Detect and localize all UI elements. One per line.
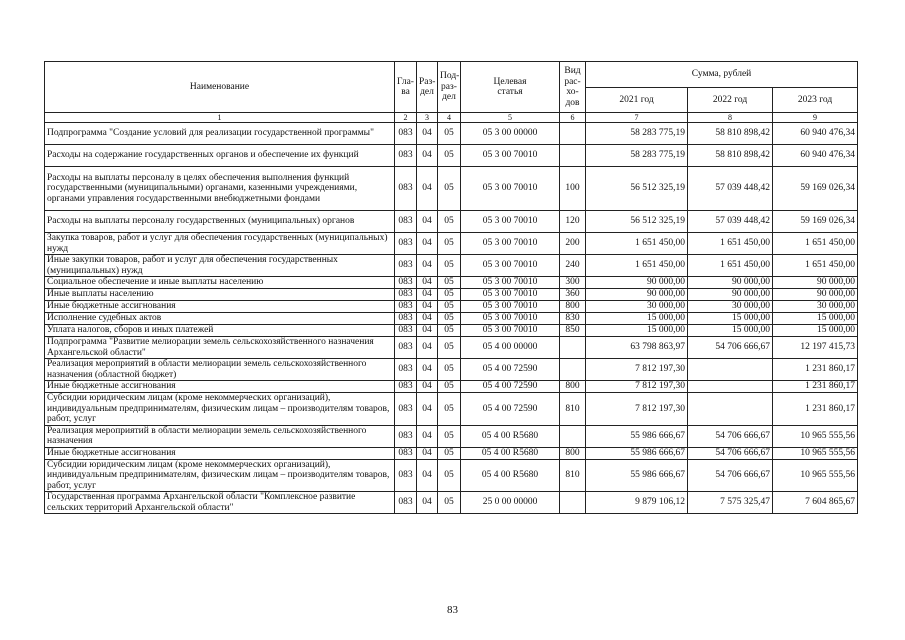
cell-razdel: 04 bbox=[417, 313, 438, 325]
table-row bbox=[45, 393, 858, 426]
cell-sum-2021: 15 000,00 bbox=[586, 313, 688, 325]
cell-razdel: 04 bbox=[417, 145, 438, 167]
cell-sum-2022 bbox=[688, 359, 773, 381]
cell-sum-2021: 55 986 666,67 bbox=[586, 447, 688, 459]
cell-sum-2023: 1 231 860,17 bbox=[773, 359, 858, 381]
cell-name: Иные бюджетные ассигнования bbox=[45, 301, 395, 313]
cell-glava: 083 bbox=[395, 167, 417, 211]
cell-sum-2022: 1 651 450,00 bbox=[688, 233, 773, 255]
page-number: 83 bbox=[447, 604, 458, 616]
cell-sum-2023: 90 000,00 bbox=[773, 289, 858, 301]
cell-name: Государственная программа Архангельской области "Комплексное развитие сельских территорий Архангельской области" bbox=[45, 492, 395, 514]
cell-glava: 083 bbox=[395, 313, 417, 325]
cell-vid bbox=[560, 145, 586, 167]
cell-target: 05 3 00 70010 bbox=[461, 167, 560, 211]
cell-sum-2022: 90 000,00 bbox=[688, 289, 773, 301]
cell-sum-2021: 63 798 863,97 bbox=[586, 337, 688, 359]
cell-vid: 120 bbox=[560, 211, 586, 233]
cell-name: Иные закупки товаров, работ и услуг для обеспечения государственных (муниципальных) нужд bbox=[45, 255, 395, 277]
cell-sum-2021: 55 986 666,67 bbox=[586, 425, 688, 447]
cell-podrazdel: 05 bbox=[438, 167, 461, 211]
cell-sum-2021: 90 000,00 bbox=[586, 289, 688, 301]
cell-razdel: 04 bbox=[417, 325, 438, 337]
cell-razdel: 04 bbox=[417, 459, 438, 492]
cell-podrazdel: 05 bbox=[438, 325, 461, 337]
cell-sum-2023: 15 000,00 bbox=[773, 325, 858, 337]
cell-sum-2022: 58 810 898,42 bbox=[688, 145, 773, 167]
cell-sum-2022: 54 706 666,67 bbox=[688, 447, 773, 459]
cell-sum-2022: 57 039 448,42 bbox=[688, 211, 773, 233]
column-number: 1 bbox=[45, 113, 395, 123]
cell-glava: 083 bbox=[395, 301, 417, 313]
cell-sum-2021: 1 651 450,00 bbox=[586, 233, 688, 255]
cell-podrazdel: 05 bbox=[438, 492, 461, 514]
cell-name: Реализация мероприятий в области мелиорации земель сельскохозяйственного назначения bbox=[45, 425, 395, 447]
cell-podrazdel: 05 bbox=[438, 459, 461, 492]
cell-vid bbox=[560, 123, 586, 145]
column-number: 9 bbox=[773, 113, 858, 123]
cell-podrazdel: 05 bbox=[438, 211, 461, 233]
cell-target: 05 3 00 70010 bbox=[461, 277, 560, 289]
table-body bbox=[45, 123, 858, 514]
cell-glava: 083 bbox=[395, 393, 417, 426]
table-row bbox=[45, 337, 858, 359]
cell-sum-2023: 30 000,00 bbox=[773, 301, 858, 313]
cell-vid: 810 bbox=[560, 393, 586, 426]
cell-sum-2022: 90 000,00 bbox=[688, 277, 773, 289]
column-number: 7 bbox=[586, 113, 688, 123]
cell-vid: 360 bbox=[560, 289, 586, 301]
header-year-2021: 2021 год bbox=[586, 88, 688, 113]
cell-sum-2022: 15 000,00 bbox=[688, 313, 773, 325]
cell-vid: 240 bbox=[560, 255, 586, 277]
cell-razdel: 04 bbox=[417, 233, 438, 255]
cell-sum-2023: 7 604 865,67 bbox=[773, 492, 858, 514]
cell-vid: 800 bbox=[560, 301, 586, 313]
cell-podrazdel: 05 bbox=[438, 393, 461, 426]
cell-target: 05 4 00 R5680 bbox=[461, 447, 560, 459]
cell-sum-2023: 60 940 476,34 bbox=[773, 145, 858, 167]
cell-sum-2021: 15 000,00 bbox=[586, 325, 688, 337]
cell-vid bbox=[560, 337, 586, 359]
cell-sum-2021: 58 283 775,19 bbox=[586, 123, 688, 145]
column-number: 8 bbox=[688, 113, 773, 123]
cell-target: 05 3 00 70010 bbox=[461, 325, 560, 337]
cell-name: Иные бюджетные ассигнования bbox=[45, 447, 395, 459]
cell-name: Реализация мероприятий в области мелиорации земель сельскохозяйственного назначения (областной бюджет) bbox=[45, 359, 395, 381]
cell-glava: 083 bbox=[395, 233, 417, 255]
cell-glava: 083 bbox=[395, 325, 417, 337]
cell-razdel: 04 bbox=[417, 255, 438, 277]
table-row bbox=[45, 211, 858, 233]
cell-sum-2023: 15 000,00 bbox=[773, 313, 858, 325]
column-number: 3 bbox=[417, 113, 438, 123]
cell-razdel: 04 bbox=[417, 425, 438, 447]
cell-name: Субсидии юридическим лицам (кроме некоммерческих организаций), индивидуальным предпринимателям, физическим лицам – производителям товаров, работ, услуг bbox=[45, 393, 395, 426]
cell-glava: 083 bbox=[395, 381, 417, 393]
cell-vid: 100 bbox=[560, 167, 586, 211]
cell-name: Иные бюджетные ассигнования bbox=[45, 381, 395, 393]
cell-podrazdel: 05 bbox=[438, 447, 461, 459]
cell-vid: 810 bbox=[560, 459, 586, 492]
cell-sum-2022: 54 706 666,67 bbox=[688, 459, 773, 492]
cell-sum-2023: 1 651 450,00 bbox=[773, 255, 858, 277]
table-row bbox=[45, 492, 858, 514]
header-podrazdel: Под- раз- дел bbox=[438, 62, 461, 113]
cell-glava: 083 bbox=[395, 459, 417, 492]
cell-target: 05 3 00 00000 bbox=[461, 123, 560, 145]
cell-name: Подпрограмма "Развитие мелиорации земель сельскохозяйственного назначения Архангельской области" bbox=[45, 337, 395, 359]
cell-target: 05 3 00 70010 bbox=[461, 233, 560, 255]
column-number: 5 bbox=[461, 113, 560, 123]
column-number: 6 bbox=[560, 113, 586, 123]
cell-vid: 850 bbox=[560, 325, 586, 337]
cell-name: Исполнение судебных актов bbox=[45, 313, 395, 325]
cell-podrazdel: 05 bbox=[438, 425, 461, 447]
header-glava: Гла- ва bbox=[395, 62, 417, 113]
cell-sum-2021: 90 000,00 bbox=[586, 277, 688, 289]
cell-glava: 083 bbox=[395, 492, 417, 514]
cell-sum-2022: 57 039 448,42 bbox=[688, 167, 773, 211]
cell-target: 05 4 00 00000 bbox=[461, 337, 560, 359]
cell-sum-2022: 7 575 325,47 bbox=[688, 492, 773, 514]
cell-name: Подпрограмма "Создание условий для реализации государственной программы" bbox=[45, 123, 395, 145]
cell-sum-2023: 90 000,00 bbox=[773, 277, 858, 289]
header-sum: Сумма, рублей bbox=[586, 62, 858, 88]
cell-razdel: 04 bbox=[417, 393, 438, 426]
cell-sum-2021: 9 879 106,12 bbox=[586, 492, 688, 514]
cell-name: Расходы на выплаты персоналу государственных (муниципальных) органов bbox=[45, 211, 395, 233]
header-name: Наименование bbox=[45, 62, 395, 113]
cell-name: Расходы на выплаты персоналу в целях обеспечения выполнения функций государственными (муниципальными) органами, казенными учреждениями, органами управления государственными внебюджетными фондами bbox=[45, 167, 395, 211]
cell-name: Расходы на содержание государственных органов и обеспечение их функций bbox=[45, 145, 395, 167]
cell-name: Уплата налогов, сборов и иных платежей bbox=[45, 325, 395, 337]
cell-sum-2022: 1 651 450,00 bbox=[688, 255, 773, 277]
cell-glava: 083 bbox=[395, 337, 417, 359]
cell-glava: 083 bbox=[395, 145, 417, 167]
cell-target: 05 3 00 70010 bbox=[461, 255, 560, 277]
cell-razdel: 04 bbox=[417, 301, 438, 313]
cell-podrazdel: 05 bbox=[438, 337, 461, 359]
table-row bbox=[45, 233, 858, 255]
cell-name: Иные выплаты населению bbox=[45, 289, 395, 301]
cell-name: Закупка товаров, работ и услуг для обеспечения государственных (муниципальных) нужд bbox=[45, 233, 395, 255]
cell-podrazdel: 05 bbox=[438, 289, 461, 301]
cell-razdel: 04 bbox=[417, 447, 438, 459]
cell-sum-2021: 30 000,00 bbox=[586, 301, 688, 313]
cell-sum-2023: 59 169 026,34 bbox=[773, 211, 858, 233]
cell-glava: 083 bbox=[395, 447, 417, 459]
cell-vid: 830 bbox=[560, 313, 586, 325]
table-row bbox=[45, 313, 858, 325]
table-row bbox=[45, 425, 858, 447]
cell-razdel: 04 bbox=[417, 381, 438, 393]
cell-glava: 083 bbox=[395, 211, 417, 233]
cell-sum-2022: 30 000,00 bbox=[688, 301, 773, 313]
cell-podrazdel: 05 bbox=[438, 233, 461, 255]
cell-glava: 083 bbox=[395, 289, 417, 301]
cell-vid bbox=[560, 359, 586, 381]
column-number-row bbox=[45, 113, 858, 123]
cell-glava: 083 bbox=[395, 255, 417, 277]
cell-podrazdel: 05 bbox=[438, 145, 461, 167]
table-row bbox=[45, 123, 858, 145]
table-row bbox=[45, 301, 858, 313]
cell-glava: 083 bbox=[395, 425, 417, 447]
cell-sum-2022 bbox=[688, 393, 773, 426]
cell-sum-2023: 10 965 555,56 bbox=[773, 459, 858, 492]
cell-glava: 083 bbox=[395, 359, 417, 381]
cell-target: 05 4 00 72590 bbox=[461, 393, 560, 426]
cell-sum-2021: 56 512 325,19 bbox=[586, 211, 688, 233]
cell-sum-2021: 55 986 666,67 bbox=[586, 459, 688, 492]
cell-podrazdel: 05 bbox=[438, 123, 461, 145]
cell-sum-2023: 10 965 555,56 bbox=[773, 447, 858, 459]
cell-target: 05 3 00 70010 bbox=[461, 313, 560, 325]
cell-sum-2022 bbox=[688, 381, 773, 393]
cell-sum-2023: 59 169 026,34 bbox=[773, 167, 858, 211]
table-row bbox=[45, 325, 858, 337]
cell-podrazdel: 05 bbox=[438, 359, 461, 381]
cell-vid: 800 bbox=[560, 381, 586, 393]
cell-razdel: 04 bbox=[417, 289, 438, 301]
cell-glava: 083 bbox=[395, 123, 417, 145]
header-year-2022: 2022 год bbox=[688, 88, 773, 113]
cell-target: 25 0 00 00000 bbox=[461, 492, 560, 514]
cell-sum-2021: 7 812 197,30 bbox=[586, 359, 688, 381]
cell-glava: 083 bbox=[395, 277, 417, 289]
table-row bbox=[45, 167, 858, 211]
cell-podrazdel: 05 bbox=[438, 381, 461, 393]
table-row bbox=[45, 447, 858, 459]
table-row bbox=[45, 359, 858, 381]
cell-name: Социальное обеспечение и иные выплаты населению bbox=[45, 277, 395, 289]
cell-sum-2023: 1 651 450,00 bbox=[773, 233, 858, 255]
cell-razdel: 04 bbox=[417, 277, 438, 289]
header-razdel: Раз- дел bbox=[417, 62, 438, 113]
cell-razdel: 04 bbox=[417, 167, 438, 211]
header-vid: Вид рас- хо- дов bbox=[560, 62, 586, 113]
cell-razdel: 04 bbox=[417, 337, 438, 359]
cell-sum-2023: 1 231 860,17 bbox=[773, 393, 858, 426]
table-row bbox=[45, 459, 858, 492]
cell-podrazdel: 05 bbox=[438, 313, 461, 325]
header-target: Целевая статья bbox=[461, 62, 560, 113]
column-number: 2 bbox=[395, 113, 417, 123]
column-number: 4 bbox=[438, 113, 461, 123]
cell-target: 05 4 00 R5680 bbox=[461, 459, 560, 492]
table-row bbox=[45, 145, 858, 167]
cell-podrazdel: 05 bbox=[438, 255, 461, 277]
cell-razdel: 04 bbox=[417, 359, 438, 381]
table-row bbox=[45, 289, 858, 301]
cell-sum-2021: 56 512 325,19 bbox=[586, 167, 688, 211]
cell-target: 05 3 00 70010 bbox=[461, 289, 560, 301]
cell-sum-2022: 54 706 666,67 bbox=[688, 337, 773, 359]
header-year-2023: 2023 год bbox=[773, 88, 858, 113]
cell-target: 05 4 00 72590 bbox=[461, 381, 560, 393]
cell-sum-2022: 15 000,00 bbox=[688, 325, 773, 337]
cell-target: 05 3 00 70010 bbox=[461, 301, 560, 313]
cell-sum-2023: 10 965 555,56 bbox=[773, 425, 858, 447]
cell-vid: 300 bbox=[560, 277, 586, 289]
cell-podrazdel: 05 bbox=[438, 277, 461, 289]
cell-podrazdel: 05 bbox=[438, 301, 461, 313]
cell-vid: 200 bbox=[560, 233, 586, 255]
cell-sum-2022: 54 706 666,67 bbox=[688, 425, 773, 447]
cell-razdel: 04 bbox=[417, 123, 438, 145]
cell-sum-2023: 60 940 476,34 bbox=[773, 123, 858, 145]
cell-sum-2023: 12 197 415,73 bbox=[773, 337, 858, 359]
cell-sum-2023: 1 231 860,17 bbox=[773, 381, 858, 393]
cell-sum-2022: 58 810 898,42 bbox=[688, 123, 773, 145]
cell-vid bbox=[560, 492, 586, 514]
cell-target: 05 3 00 70010 bbox=[461, 211, 560, 233]
cell-razdel: 04 bbox=[417, 211, 438, 233]
cell-razdel: 04 bbox=[417, 492, 438, 514]
cell-sum-2021: 7 812 197,30 bbox=[586, 393, 688, 426]
cell-target: 05 4 00 72590 bbox=[461, 359, 560, 381]
cell-vid bbox=[560, 425, 586, 447]
cell-sum-2021: 7 812 197,30 bbox=[586, 381, 688, 393]
cell-vid: 800 bbox=[560, 447, 586, 459]
cell-sum-2021: 58 283 775,19 bbox=[586, 145, 688, 167]
cell-target: 05 4 00 R5680 bbox=[461, 425, 560, 447]
cell-target: 05 3 00 70010 bbox=[461, 145, 560, 167]
table-row bbox=[45, 277, 858, 289]
table-row bbox=[45, 381, 858, 393]
budget-table bbox=[44, 61, 858, 514]
table-row bbox=[45, 255, 858, 277]
cell-name: Субсидии юридическим лицам (кроме некоммерческих организаций), индивидуальным предпринимателям, физическим лицам – производителям товаров, работ, услуг bbox=[45, 459, 395, 492]
cell-sum-2021: 1 651 450,00 bbox=[586, 255, 688, 277]
